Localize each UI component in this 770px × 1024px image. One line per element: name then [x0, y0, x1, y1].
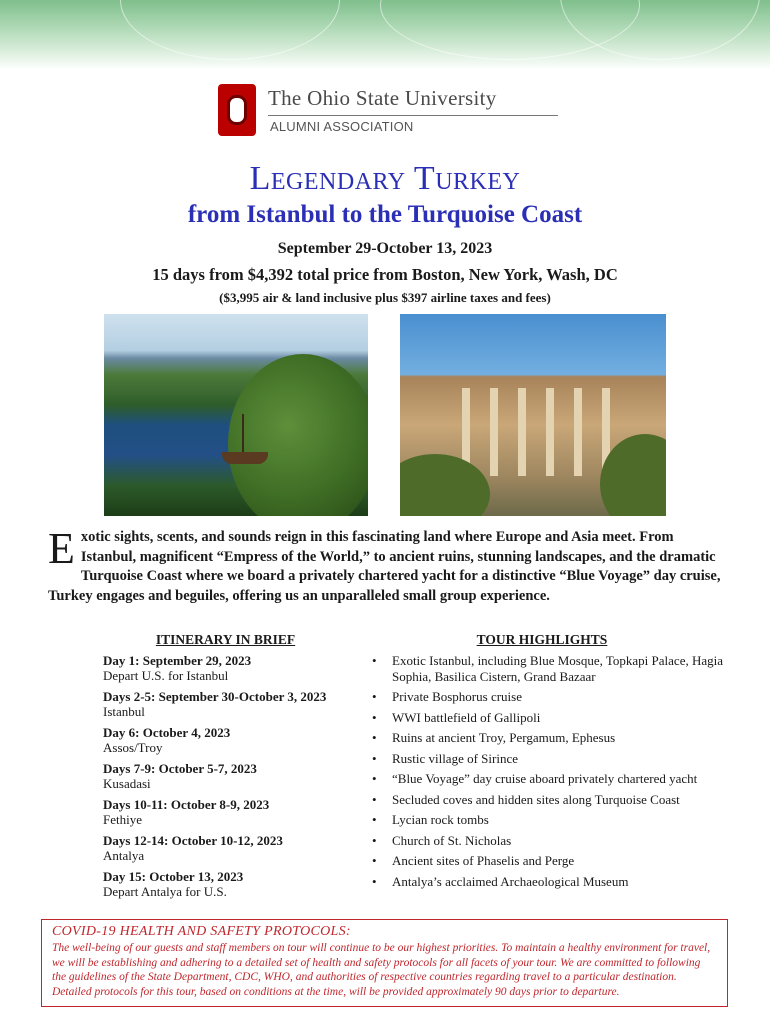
list-item: • Rustic village of Sirince: [372, 750, 519, 766]
list-item: • Ruins at ancient Troy, Pergamum, Ephesus: [372, 730, 616, 745]
alumni-association-label: ALUMNI ASSOCIATION: [270, 119, 414, 134]
bullet-icon: •: [372, 750, 377, 766]
tour-price: 15 days from $4,392 total price from Boston, New York, Wash, DC: [152, 265, 618, 284]
intro-text: xotic sights, scents, and sounds reign in this fascinating land where Europe and Asia meet. From Istanbul, magnificent “Empress of the World,” to ancient ruins, stunning landscapes, and the dramatic Turquoise Coast where we board a privately chartered yacht for a distinctive “Blue Voyage” day cruise, Turkey engages and beguiles, offering us an unparalleled small group experience.: [48, 529, 721, 604]
bullet-icon: •: [372, 873, 377, 889]
bullet-icon: •: [372, 853, 377, 868]
osu-alumni-logo: [218, 84, 558, 140]
covid-notice-body: The well-being of our guests and staff members on tour will continue to be our highest priorities. To maintain a healthy environment for travel, we will be establishing and adhering to a detailed set of health and safety protocols for all facets of your tour. We are committed to following the guidelines of the State Department, CDC, WHO, and authorities of respective countries regarding travel to a particular destination. Detailed protocols for this tour, based on conditions at the time, will be provided approximately 90 days prior to departure.: [52, 942, 711, 998]
list-item: • “Blue Voyage” day cruise aboard privately chartered yacht: [372, 771, 698, 786]
itinerary-day: Days 7-9: October 5-7, 2023: [103, 761, 257, 776]
ephesus-library-photo: [400, 314, 666, 516]
intro-paragraph: [48, 524, 728, 606]
itinerary-day: Day 15: October 13, 2023: [103, 869, 244, 884]
covid-notice-title: COVID-19 HEALTH AND SAFETY PROTOCOLS:: [52, 924, 351, 939]
decorative-banner: [0, 0, 770, 70]
itinerary-day: Day 1: September 29, 2023: [103, 653, 252, 668]
itinerary-item: [103, 689, 363, 719]
itinerary-heading: ITINERARY IN BRIEF: [155, 632, 296, 647]
itinerary-place: Depart U.S. for Istanbul: [103, 668, 229, 683]
bullet-icon: •: [372, 653, 377, 668]
bullet-icon: •: [372, 812, 377, 827]
block-o-icon: [218, 84, 256, 136]
list-item: • WWI battlefield of Gallipoli: [372, 709, 541, 725]
list-item: • Exotic Istanbul, including Blue Mosque, Topkapi Palace, Hagia Sophia, Basilica Cistern, Grand Bazaar: [372, 653, 724, 684]
list-item: • Lycian rock tombs: [372, 812, 489, 827]
itinerary-day: Day 6: October 4, 2023: [103, 725, 231, 740]
itinerary-item: [103, 725, 363, 755]
price-note: ($3,995 air & land inclusive plus $397 airline taxes and fees): [219, 290, 551, 305]
university-name: The Ohio State University: [268, 86, 497, 110]
itinerary-item: [103, 797, 363, 827]
itinerary-day: Days 12-14: October 10-12, 2023: [103, 833, 283, 848]
itinerary-item: [103, 653, 363, 683]
itinerary-item: [103, 761, 363, 791]
bullet-icon: •: [372, 832, 377, 848]
highlights-section: [372, 632, 742, 894]
covid-notice: [41, 919, 728, 1007]
tour-dates: September 29-October 13, 2023: [277, 240, 493, 257]
logo-divider: [268, 115, 558, 116]
bullet-icon: •: [372, 771, 377, 786]
list-item: • Church of St. Nicholas: [372, 832, 512, 848]
itinerary-place: Fethiye: [103, 812, 142, 827]
itinerary-place: Antalya: [103, 848, 145, 863]
itinerary-place: Assos/Troy: [103, 740, 163, 755]
list-item: • Secluded coves and hidden sites along Turquoise Coast: [372, 791, 680, 807]
bullet-icon: •: [372, 709, 377, 725]
page-subtitle: from Istanbul to the Turquoise Coast: [187, 201, 583, 228]
itinerary-item: [103, 869, 363, 899]
itinerary-place: Kusadasi: [103, 776, 151, 791]
coast-bay-photo: [104, 314, 368, 516]
drop-cap: E: [48, 524, 75, 573]
itinerary-section: [103, 632, 363, 905]
list-item: • Private Bosphorus cruise: [372, 689, 522, 704]
itinerary-item: [103, 833, 363, 863]
bullet-icon: •: [372, 730, 377, 745]
itinerary-day: Days 2-5: September 30-October 3, 2023: [103, 689, 327, 704]
itinerary-place: Istanbul: [103, 704, 145, 719]
highlights-list: [372, 653, 742, 889]
itinerary-place: Depart Antalya for U.S.: [103, 884, 227, 899]
list-item: • Ancient sites of Phaselis and Perge: [372, 853, 575, 868]
bullet-icon: •: [372, 791, 377, 807]
itinerary-day: Days 10-11: October 8-9, 2023: [103, 797, 270, 812]
bullet-icon: •: [372, 689, 377, 704]
list-item: • Antalya’s acclaimed Archaeological Museum: [372, 873, 629, 889]
page-title: Legendary Turkey: [249, 160, 521, 197]
highlights-heading: TOUR HIGHLIGHTS: [476, 632, 608, 647]
